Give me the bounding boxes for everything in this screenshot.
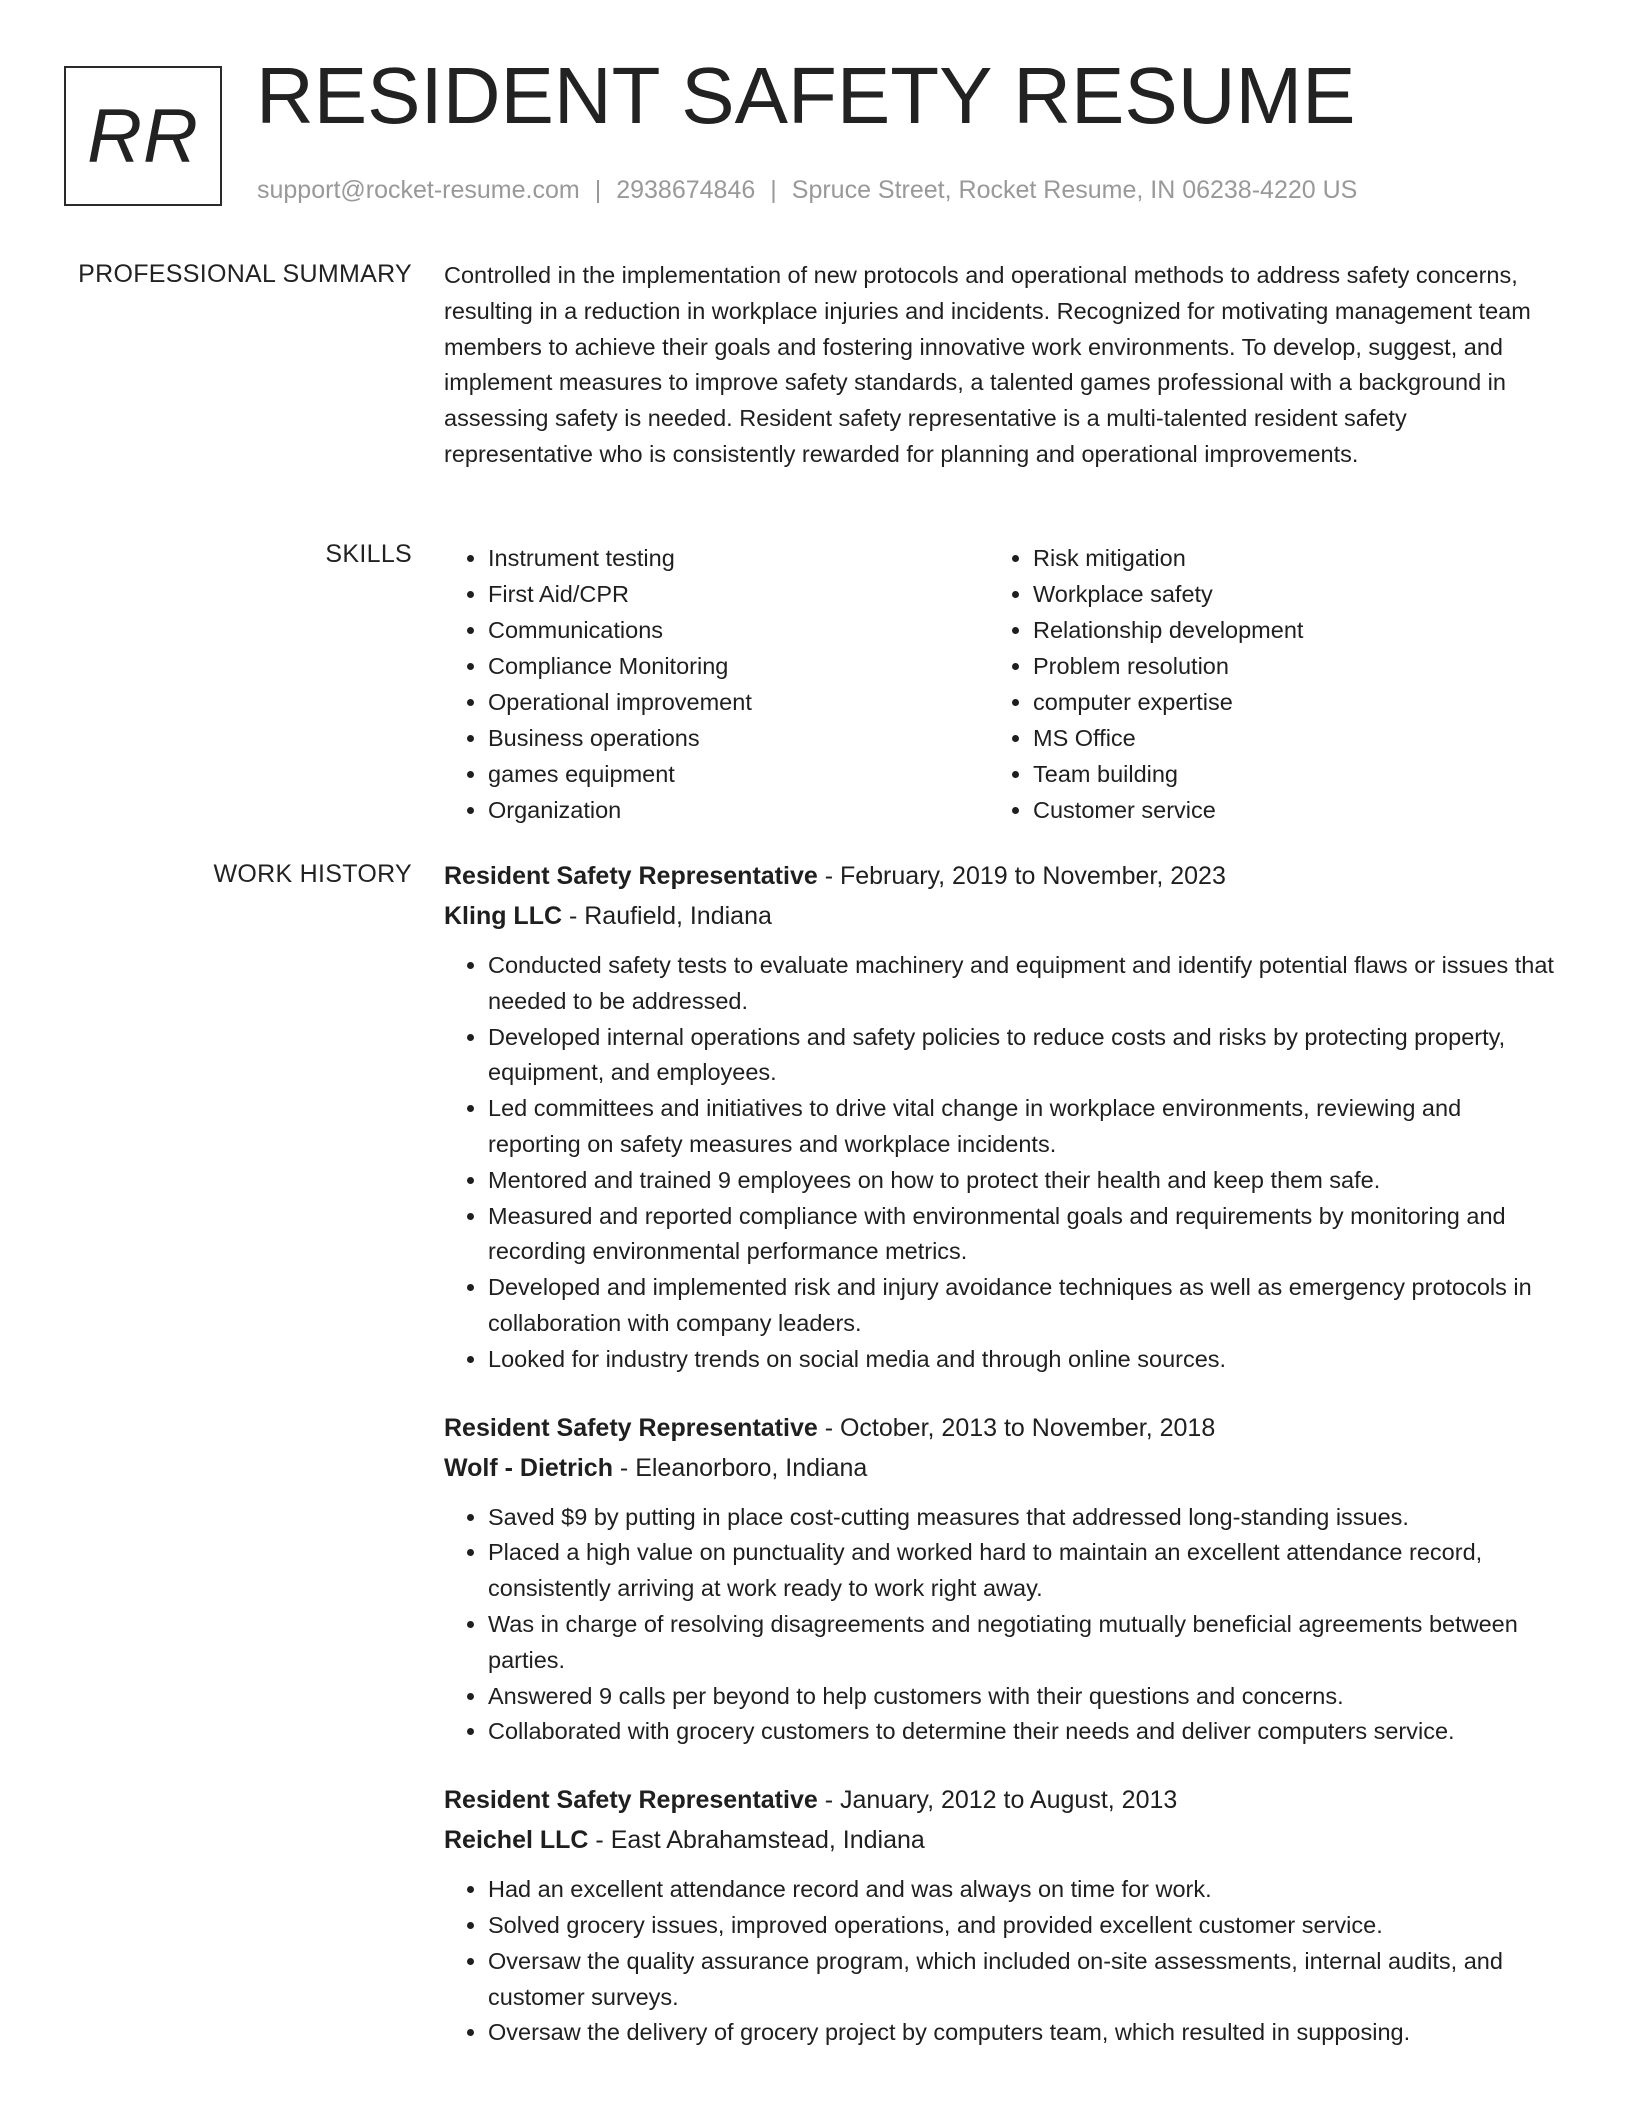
job-company: Wolf - Dietrich xyxy=(444,1453,613,1482)
skill-item: • Team building xyxy=(1033,756,1534,792)
contact-email[interactable]: support@rocket-resume.com xyxy=(257,176,580,204)
skill-item: • Customer service xyxy=(1033,792,1534,828)
job-bullets xyxy=(444,948,1560,1378)
job-bullet: • Oversaw the quality assurance program, which included on-site assessments, internal audits, and customer surveys. xyxy=(488,1944,1560,2016)
job-title-line xyxy=(444,1408,1560,1448)
skill-item: • Organization xyxy=(488,792,989,828)
job-company-line xyxy=(444,1820,1560,1860)
skills-body xyxy=(444,540,1560,828)
skills-list-left xyxy=(444,540,989,828)
job-bullet: • Placed a high value on punctuality and worked hard to maintain an excellent attendance record, consistently arriving at work ready to work right away. xyxy=(488,1535,1560,1607)
job-title: Resident Safety Representative xyxy=(444,1413,818,1442)
job-dates: - February, 2019 to November, 2023 xyxy=(817,862,1226,890)
skills-columns xyxy=(444,540,1560,828)
job-entry xyxy=(444,856,1560,1378)
contact-line xyxy=(257,176,1357,205)
job-bullet: • Had an excellent attendance record and was always on time for work. xyxy=(488,1872,1560,1908)
job-location: - Eleanorboro, Indiana xyxy=(612,1453,868,1482)
job-bullet: • Saved $9 by putting in place cost-cutting measures that addressed long-standing issues. xyxy=(488,1500,1560,1536)
skill-item: • Workplace safety xyxy=(1033,576,1534,612)
skill-item: • computer expertise xyxy=(1033,684,1534,720)
job-location: - Raufield, Indiana xyxy=(562,902,772,930)
job-company: Reichel LLC xyxy=(444,1826,589,1855)
job-bullet: • Developed and implemented risk and injury avoidance techniques as well as emergency protocols in collaboration with company leaders. xyxy=(488,1270,1560,1342)
job-bullet: • Looked for industry trends on social media and through online sources. xyxy=(488,1342,1560,1378)
resume-title: RESIDENT SAFETY RESUME xyxy=(256,51,1356,140)
skill-item: • Risk mitigation xyxy=(1033,540,1534,576)
job-entry xyxy=(444,1408,1560,1751)
summary-body xyxy=(444,258,1560,473)
skill-item: • Relationship development xyxy=(1033,612,1534,648)
skill-item: • Problem resolution xyxy=(1033,648,1534,684)
skill-item: • MS Office xyxy=(1033,720,1534,756)
skill-item: • Compliance Monitoring xyxy=(488,648,989,684)
job-entry xyxy=(444,1780,1560,2051)
job-bullet: • Measured and reported compliance with environmental goals and requirements by monitoring and recording environmental performance metrics. xyxy=(488,1199,1560,1271)
job-location: - East Abrahamstead, Indiana xyxy=(588,1826,925,1855)
monogram-logo: RR xyxy=(64,66,222,206)
summary-text: Controlled in the implementation of new protocols and operational methods to address safety concerns, resulting in a reduction in workplace injuries and incidents. Recognized for motivating management team members to achieve their goals and fostering innovative work environments. To develop, suggest, and implement measures to improve safety standards, a talented games professional with a background in assessing safety is needed. Resident safety representative is a multi-talented resident safety representative who is consistently rewarded for planning and operational improvements. xyxy=(444,262,1531,467)
job-bullet: • Developed internal operations and safety policies to reduce costs and risks by protecting property, equipment, and employees. xyxy=(488,1020,1560,1092)
job-bullet: • Mentored and trained 9 employees on how to protect their health and keep them safe. xyxy=(488,1163,1560,1199)
job-title: Resident Safety Representative xyxy=(444,1786,818,1815)
skill-item: • games equipment xyxy=(488,756,989,792)
contact-separator: | xyxy=(770,176,777,204)
job-bullet: • Was in charge of resolving disagreements and negotiating mutually beneficial agreements between parties. xyxy=(488,1607,1560,1679)
job-bullet: • Collaborated with grocery customers to determine their needs and deliver computers service. xyxy=(488,1714,1560,1750)
job-company-line xyxy=(444,896,1560,936)
job-title-line xyxy=(444,856,1560,896)
contact-phone[interactable]: 2938674846 xyxy=(616,176,756,204)
job-bullet: • Answered 9 calls per beyond to help customers with their questions and concerns. xyxy=(488,1679,1560,1715)
job-title-line xyxy=(444,1780,1560,1820)
job-bullet: • Led committees and initiatives to drive vital change in workplace environments, reviewing and reporting on safety measures and workplace incidents. xyxy=(488,1091,1560,1163)
contact-separator: | xyxy=(594,176,602,204)
job-dates: - January, 2012 to August, 2013 xyxy=(817,1786,1178,1815)
skills-heading: SKILLS xyxy=(325,540,412,568)
skills-list-right xyxy=(989,540,1534,828)
skill-item: • Communications xyxy=(488,612,989,648)
job-bullets xyxy=(444,1500,1560,1751)
skill-item: • Business operations xyxy=(488,720,989,756)
skill-item: • Instrument testing xyxy=(488,540,989,576)
contact-address: Spruce Street, Rocket Resume, IN 06238-4220 US xyxy=(791,176,1358,204)
summary-heading: PROFESSIONAL SUMMARY xyxy=(78,260,412,288)
work-history-heading: WORK HISTORY xyxy=(213,860,412,888)
job-company: Kling LLC xyxy=(444,902,563,930)
job-bullet: • Conducted safety tests to evaluate machinery and equipment and identify potential flaws or issues that needed to be addressed. xyxy=(488,948,1560,1020)
job-title: Resident Safety Representative xyxy=(444,862,818,890)
job-dates: - October, 2013 to November, 2018 xyxy=(817,1413,1216,1442)
job-bullet: • Solved grocery issues, improved operations, and provided excellent customer service. xyxy=(488,1908,1560,1944)
job-company-line xyxy=(444,1448,1560,1488)
skill-item: • Operational improvement xyxy=(488,684,989,720)
job-bullets xyxy=(444,1872,1560,2051)
job-bullet: • Oversaw the delivery of grocery project by computers team, which resulted in supposing. xyxy=(488,2015,1560,2051)
work-history-body xyxy=(444,856,1560,2051)
skill-item: • First Aid/CPR xyxy=(488,576,989,612)
